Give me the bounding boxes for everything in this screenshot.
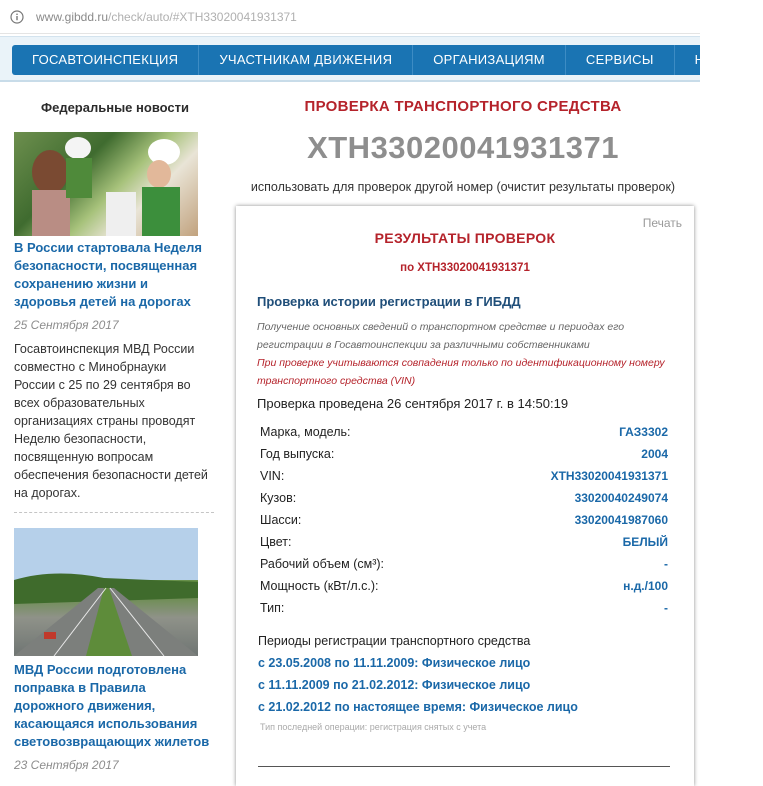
table-row bbox=[260, 576, 668, 598]
last-operation-note: Тип последней операции: регистрация снятых с учета bbox=[260, 722, 487, 732]
field-value: - bbox=[664, 601, 668, 615]
nav-item-news[interactable]: НОВОС bbox=[694, 52, 744, 67]
table-row bbox=[260, 510, 668, 532]
news-text-1: Госавтоинспекция МВД России совместно с Минобрнауки России с 25 по 29 сентября во всех образовательных организациях страны проводят Неделю безопасности, посвященную вопросам обеспечения безопасности детей на дорогах. bbox=[14, 342, 208, 500]
registration-periods-heading: Периоды регистрации транспортного средства bbox=[258, 634, 531, 648]
main-nav bbox=[0, 36, 744, 82]
registration-period-3[interactable]: с 21.02.2012 по настоящее время: Физическое лицо bbox=[258, 700, 578, 714]
main-nav-bar bbox=[12, 45, 744, 75]
check-timestamp: Проверка проведена 26 сентября 2017 г. в 14:50:19 bbox=[257, 396, 569, 411]
news-image-children[interactable] bbox=[14, 132, 198, 236]
field-value: 33020040249074 bbox=[574, 491, 668, 505]
field-value: н.д./100 bbox=[623, 579, 668, 593]
news-photo-children bbox=[14, 132, 198, 236]
table-row bbox=[260, 466, 668, 488]
vin-number: XTH33020041931371 bbox=[307, 130, 619, 165]
address-bar[interactable] bbox=[0, 0, 700, 34]
section-divider bbox=[258, 766, 670, 767]
results-card bbox=[236, 206, 694, 786]
news-title-1[interactable]: В России стартовала Неделя безопасности, посвященная сохранению жизни и здоровья детей на дорогах bbox=[14, 240, 202, 309]
news-date-2: 23 Сентября 2017 bbox=[14, 758, 119, 772]
field-value: БЕЛЫЙ bbox=[622, 535, 668, 549]
nav-item-organizations[interactable]: ОРГАНИЗАЦИЯМ bbox=[413, 45, 566, 75]
field-value: ГАЗ3302 bbox=[619, 425, 668, 439]
field-label: Кузов: bbox=[260, 491, 297, 505]
vehicle-info-table bbox=[260, 422, 668, 620]
table-row bbox=[260, 444, 668, 466]
news-title-2[interactable]: МВД России подготовлена поправка в Правила дорожного движения, касающаяся использования световозвращающих жилетов bbox=[14, 662, 210, 749]
table-row bbox=[260, 598, 668, 620]
check-description: Получение основных сведений о транспортном средстве и периодах его регистрации в Госавтоинспекции за различными собственниками bbox=[257, 321, 625, 351]
url-text[interactable] bbox=[36, 10, 297, 24]
registration-period-1[interactable]: с 23.05.2008 по 11.11.2009: Физическое лицо bbox=[258, 656, 531, 670]
use-other-number-link[interactable]: использовать для проверок другой номер (очистит результаты проверок) bbox=[250, 180, 676, 194]
check-warning: При проверке учитываются совпадения только по идентификационному номеру транспортного средства (VIN) bbox=[257, 357, 665, 387]
field-value: XTH33020041931371 bbox=[550, 469, 668, 483]
field-label: VIN: bbox=[260, 469, 285, 483]
vehicle-check-panel bbox=[232, 84, 700, 777]
field-label: Шасси: bbox=[260, 513, 302, 527]
news-photo-road bbox=[14, 528, 198, 656]
field-label: Цвет: bbox=[260, 535, 292, 549]
news-sidebar bbox=[0, 84, 230, 777]
field-value: 2004 bbox=[641, 447, 668, 461]
field-label: Рабочий объем (см³): bbox=[260, 557, 384, 571]
results-title: РЕЗУЛЬТАТЫ ПРОВЕРОК bbox=[374, 230, 556, 246]
url-path: /check/auto/#XTH33020041931371 bbox=[108, 10, 297, 24]
page-title: ПРОВЕРКА ТРАНСПОРТНОГО СРЕДСТВА bbox=[304, 98, 622, 115]
nav-item-participants[interactable]: УЧАСТНИКАМ ДВИЖЕНИЯ bbox=[199, 45, 413, 75]
field-label: Марка, модель: bbox=[260, 425, 351, 439]
results-subtitle: по XTH33020041931371 bbox=[400, 262, 530, 274]
table-row bbox=[260, 488, 668, 510]
registration-period-2[interactable]: с 11.11.2009 по 21.02.2012: Физическое лицо bbox=[258, 678, 531, 692]
field-label: Тип: bbox=[260, 601, 285, 615]
field-label: Мощность (кВт/л.с.): bbox=[260, 579, 379, 593]
news-heading: Федеральные новости bbox=[41, 100, 189, 115]
field-value: 33020041987060 bbox=[574, 513, 668, 527]
table-row bbox=[260, 422, 668, 444]
news-date-1: 25 Сентября 2017 bbox=[14, 318, 119, 332]
table-row bbox=[260, 554, 668, 576]
field-label: Год выпуска: bbox=[260, 447, 335, 461]
print-link[interactable]: Печать bbox=[642, 216, 682, 230]
table-row bbox=[260, 532, 668, 554]
news-divider bbox=[14, 512, 214, 513]
info-icon[interactable] bbox=[10, 10, 24, 24]
news-image-road[interactable] bbox=[14, 528, 198, 656]
registration-history-title: Проверка истории регистрации в ГИБДД bbox=[257, 294, 521, 309]
nav-item-gosavtoinspekciya[interactable]: ГОСАВТОИНСПЕКЦИЯ bbox=[12, 45, 199, 75]
url-host: www.gibdd.ru bbox=[36, 10, 109, 24]
nav-item-services[interactable]: СЕРВИСЫ bbox=[566, 45, 675, 75]
field-value: - bbox=[664, 557, 668, 571]
